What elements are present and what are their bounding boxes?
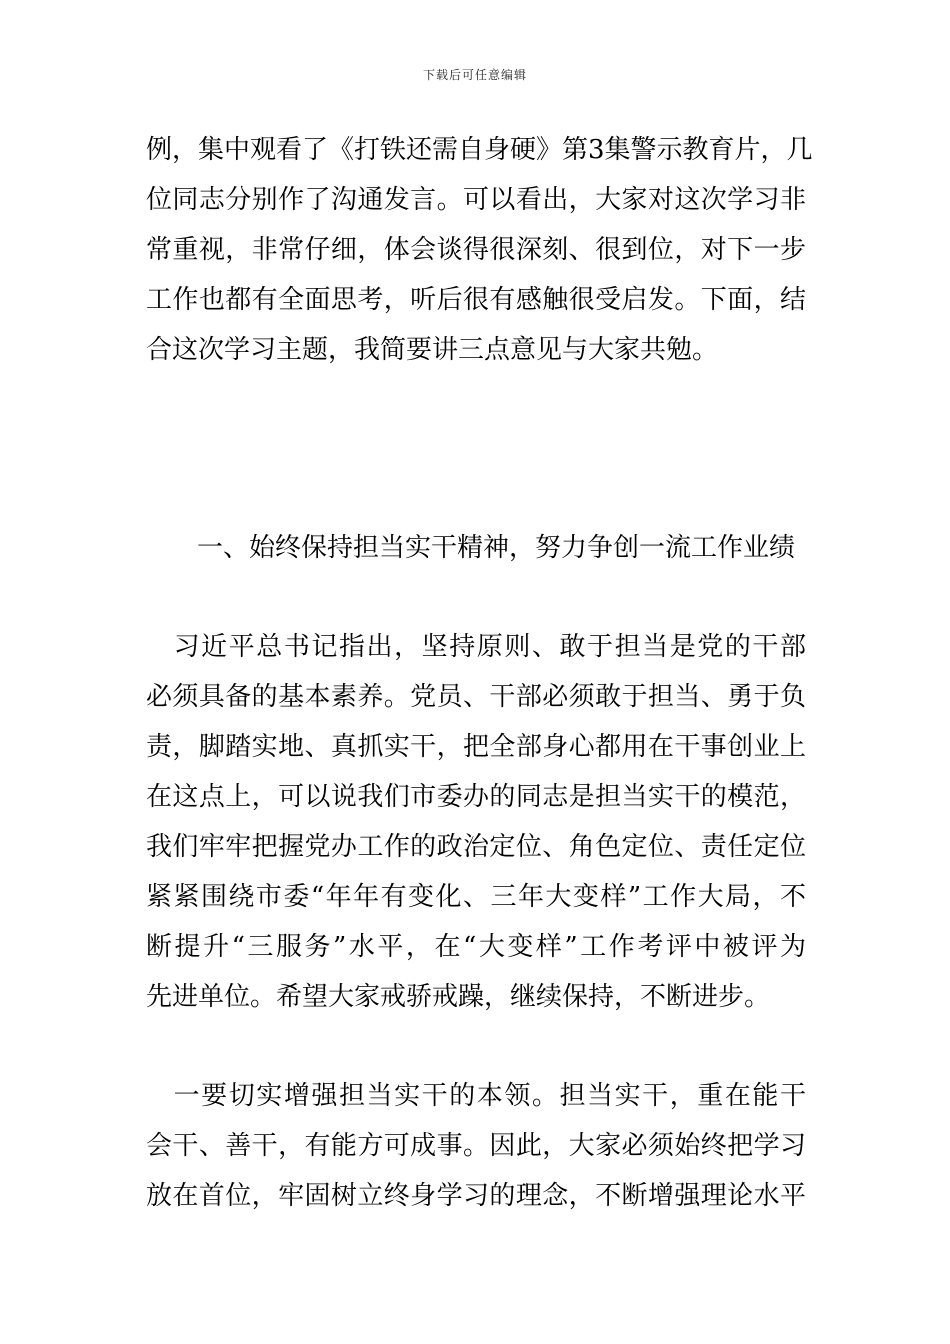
section-heading: 一、始终保持担当实干精神，努力争创一流工作业绩 [197,533,796,563]
paragraph-line: 工作也都有全面思考，听后很有感触很受启发。下面，结 [146,285,806,315]
paragraph-line: 习近平总书记指出，坚持原则、敢于担当是党的干部 [146,632,806,662]
paragraph-line: 放在首位，牢固树立终身学习的理念，不断增强理论水平 [146,1181,806,1211]
paragraph-line: 例，集中观看了《打铁还需自身硬》第3集警示教育片，几 [146,135,813,165]
paragraph-line: 合这次学习主题，我简要讲三点意见与大家共勉。 [146,335,719,365]
paragraph-line: 位同志分别作了沟通发言。可以看出，大家对这次学习非 [146,185,806,215]
paragraph-line: 必须具备的基本素养。党员、干部必须敢于担当、勇于负 [146,682,806,712]
paragraph-line: 断提升“三服务”水平，在“大变样”工作考评中被评为 [146,932,806,962]
paragraph-line: 我们牢牢把握党办工作的政治定位、角色定位、责任定位 [146,832,806,862]
paragraph-line: 在这点上，可以说我们市委办的同志是担当实干的模范， [146,782,806,812]
paragraph-line: 常重视，非常仔细，体会谈得很深刻、很到位，对下一步 [146,235,806,265]
header-note: 下载后可任意编辑 [422,68,527,82]
paragraph-line: 会干、善干，有能方可成事。因此，大家必须始终把学习 [146,1131,806,1161]
paragraph-line: 一要切实增强担当实干的本领。担当实干，重在能干 [146,1081,806,1111]
paragraph-line: 责，脚踏实地、真抓实干，把全部身心都用在干事创业上 [146,732,806,762]
paragraph-line: 紧紧围绕市委“年年有变化、三年大变样”工作大局，不 [146,882,806,912]
paragraph-line: 先进单位。希望大家戒骄戒躁，继续保持，不断进步。 [146,982,771,1012]
